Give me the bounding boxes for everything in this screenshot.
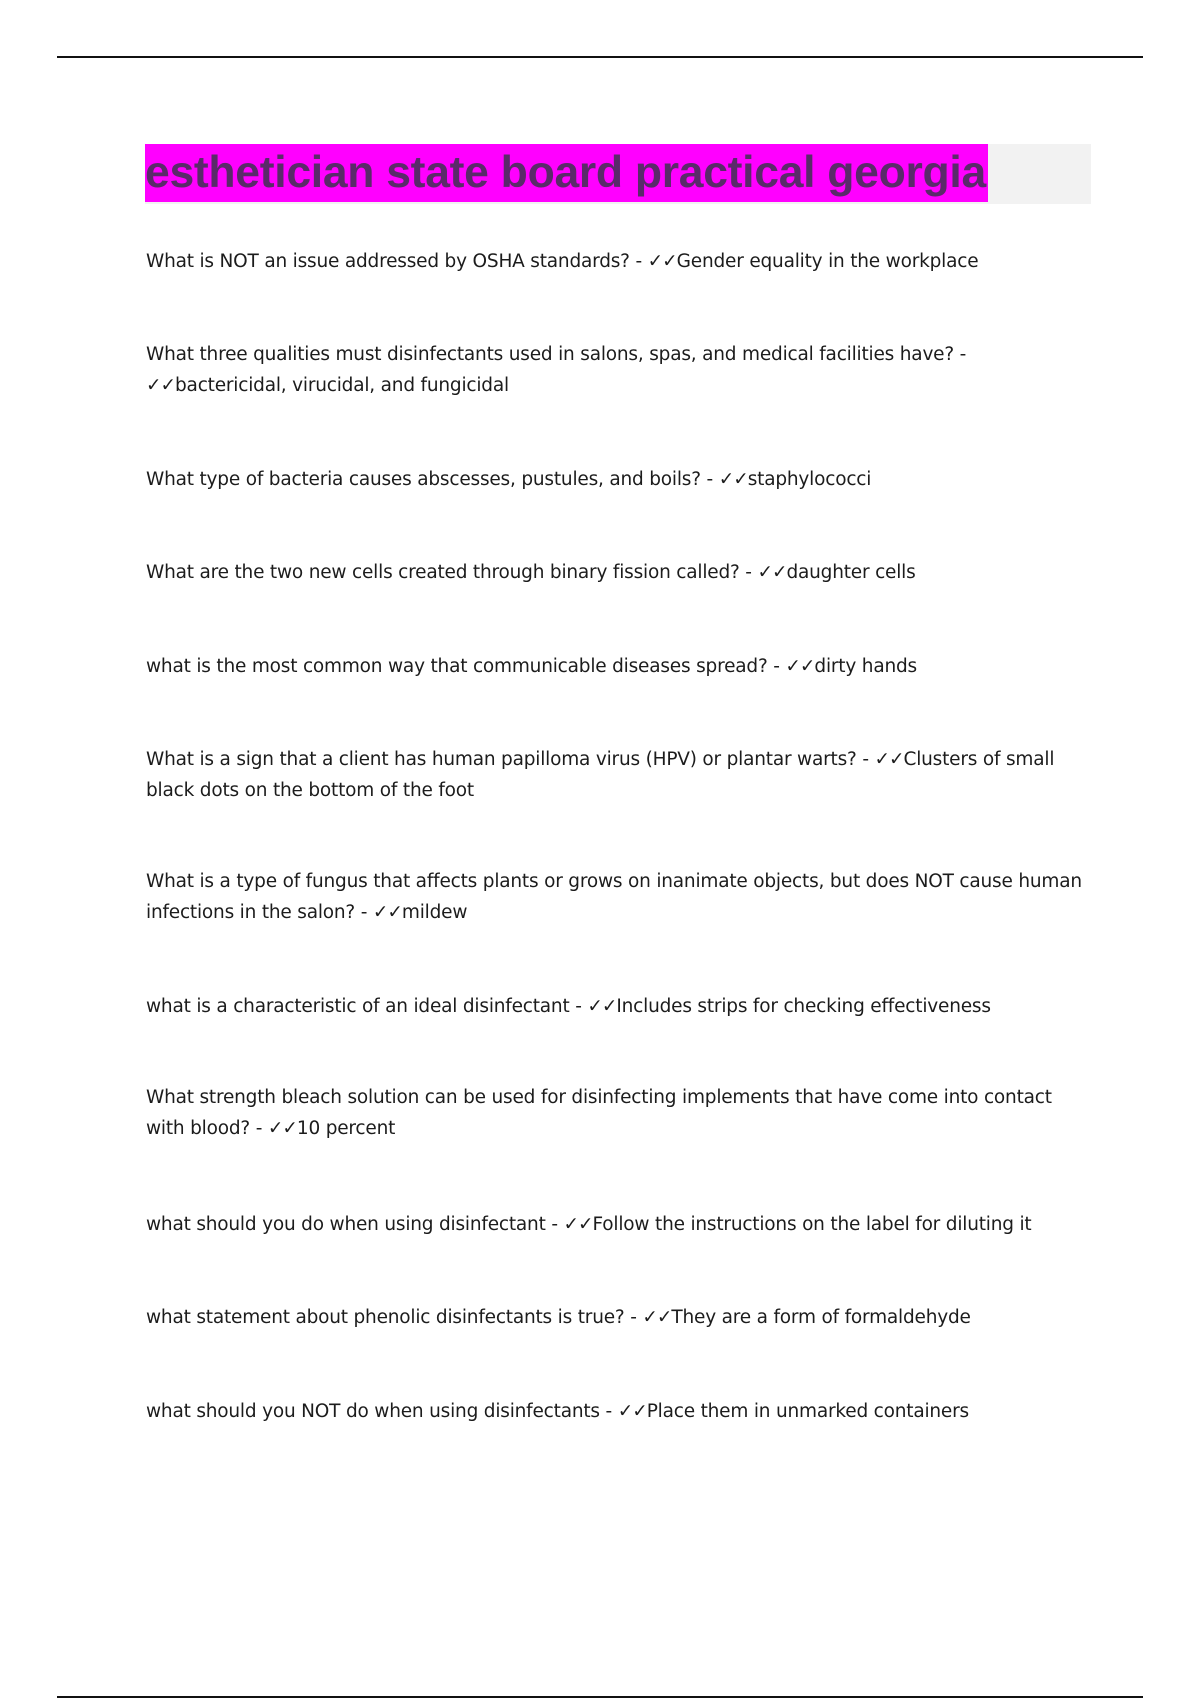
question-text: what is a characteristic of an ideal disinfectant	[146, 996, 570, 1017]
qa-item	[146, 744, 1086, 806]
answer-text: staphylococci	[747, 469, 872, 490]
answer-text: Gender equality in the workplace	[676, 251, 979, 272]
double-check-icon: ✓✓	[785, 656, 815, 677]
qa-item	[146, 1082, 1086, 1144]
question-text: What is NOT an issue addressed by OSHA standards?	[146, 251, 630, 272]
separator: -	[954, 344, 967, 365]
question-text: What strength bleach solution can be used for disinfecting implements that have come into contact with blood?	[146, 1087, 1052, 1139]
document-title: esthetician state board practical georgia	[145, 144, 988, 202]
qa-item	[146, 991, 1086, 1022]
qa-item	[146, 246, 1086, 277]
double-check-icon: ✓✓	[874, 749, 904, 770]
question-text: What are the two new cells created through binary fission called?	[146, 562, 740, 583]
qa-item	[146, 651, 1086, 682]
question-text: what should you NOT do when using disinfectants	[146, 1401, 600, 1422]
answer-text: daughter cells	[786, 562, 916, 583]
separator: -	[624, 1307, 643, 1328]
question-text: what is the most common way that communicable diseases spread?	[146, 656, 768, 677]
separator: -	[767, 656, 786, 677]
double-check-icon: ✓✓	[647, 251, 677, 272]
title-block	[145, 144, 1091, 204]
double-check-icon: ✓✓	[563, 1214, 593, 1235]
double-check-icon: ✓✓	[146, 375, 176, 396]
qa-item	[146, 557, 1086, 588]
double-check-icon: ✓✓	[757, 562, 787, 583]
separator: -	[599, 1401, 618, 1422]
qa-item	[146, 339, 1086, 401]
qa-item	[146, 1209, 1086, 1240]
qa-item	[146, 464, 1086, 495]
answer-text: Follow the instructions on the label for diluting it	[592, 1214, 1032, 1235]
separator: -	[355, 902, 373, 923]
separator: -	[739, 562, 758, 583]
qa-item	[146, 1396, 1086, 1427]
question-text: What three qualities must disinfectants used in salons, spas, and medical facilities have?	[146, 344, 954, 365]
bottom-rule	[57, 1696, 1143, 1698]
double-check-icon: ✓✓	[642, 1307, 672, 1328]
answer-text: dirty hands	[814, 656, 917, 677]
separator: -	[700, 469, 719, 490]
answer-text: They are a form of formaldehyde	[671, 1307, 971, 1328]
separator: -	[856, 749, 875, 770]
double-check-icon: ✓✓	[718, 469, 748, 490]
separator: -	[629, 251, 648, 272]
double-check-icon: ✓✓	[587, 996, 617, 1017]
question-text: what statement about phenolic disinfectants is true?	[146, 1307, 625, 1328]
qa-item	[146, 1302, 1086, 1333]
answer-text: mildew	[401, 902, 468, 923]
double-check-icon: ✓✓	[267, 1118, 297, 1139]
answer-text: bactericidal, virucidal, and fungicidal	[175, 375, 509, 396]
answer-text: Includes strips for checking effectiveness	[616, 996, 991, 1017]
separator: -	[569, 996, 588, 1017]
double-check-icon: ✓✓	[372, 902, 402, 923]
answer-text: Place them in unmarked containers	[646, 1401, 969, 1422]
question-text: What is a sign that a client has human papilloma virus (HPV) or plantar warts?	[146, 749, 857, 770]
qa-item	[146, 866, 1086, 928]
separator: -	[250, 1118, 268, 1139]
answer-text: 10 percent	[296, 1118, 396, 1139]
double-check-icon: ✓✓	[617, 1401, 647, 1422]
question-text: What type of bacteria causes abscesses, pustules, and boils?	[146, 469, 701, 490]
question-text: What is a type of fungus that affects plants or grows on inanimate objects, but does NOT cause human infections in the salon?	[146, 871, 1082, 923]
answer-text: Clusters of small black dots on the bottom of the foot	[146, 749, 1055, 801]
question-text: what should you do when using disinfectant	[146, 1214, 546, 1235]
top-rule	[57, 56, 1143, 58]
separator: -	[545, 1214, 564, 1235]
